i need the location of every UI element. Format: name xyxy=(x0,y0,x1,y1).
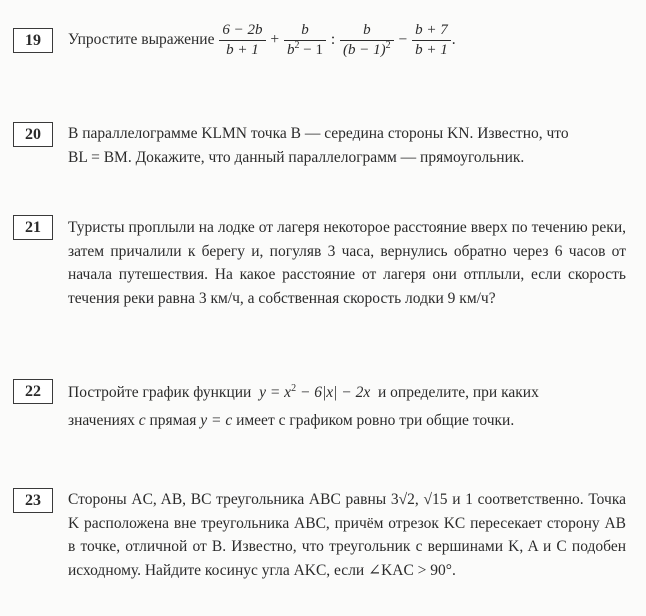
fraction-1: $\frac{6 - 2b}{b + 1}$ xyxy=(219,21,265,60)
fraction-2: $\frac{b}{b^2 - 1}$ xyxy=(284,21,326,60)
problem-number: 22 xyxy=(13,379,53,404)
problem-text: Постройте график функции $y = x^2 - 6|x| - 2x$ и определите, при каких значениях c прямая y = c имеет с графиком ровно три общие точки. xyxy=(68,382,539,429)
fraction-4: $\frac{b + 7}{b + 1}$ xyxy=(412,21,451,60)
fraction-3: $\frac{b}{(b - 1)^2}$ xyxy=(340,21,394,60)
problem-number: 19 xyxy=(13,28,53,53)
problem-number: 21 xyxy=(13,215,53,240)
problem-number: 20 xyxy=(13,122,53,147)
problem-text: Туристы проплыли на лодке от лагеря некоторое расстояние вверх по течению реки, затем причалили к берегу и, погуляв 3 часа, вернулись обратно через 6 часов от начала путешествия. На какое расстояние от лагеря они отплыли, если скорость течения реки равна 3 км/ч, а собственная скорость лодки 9 км/ч? xyxy=(68,219,626,307)
problem-number: 23 xyxy=(13,488,53,513)
problem-text: Упростите выражение $\frac{6 - 2b}{b + 1}$ + $\frac{b}{b^2 - 1}$ : $\frac{b}{(b - 1)^2}$ − $\frac{b + 7}{b + 1}$ . xyxy=(68,21,456,58)
problem-text: В параллелограмме KLMN точка B — середина стороны KN. Известно, что BL = BM. Докажите, что данный параллелограмм — прямоугольник. xyxy=(68,125,569,166)
problem-text: Стороны AC, AB, BC треугольника ABC равны 3√2, √15 и 1 соответственно. Точка K расположена вне треугольника ABC, причём отрезок KC пересекает сторону AB в точке, отличной от B. Известно, что треугольник с вершинами K, A и C подобен исходному. Найдите косинус угла AKC, если ∠KAC > 90°. xyxy=(68,491,626,579)
